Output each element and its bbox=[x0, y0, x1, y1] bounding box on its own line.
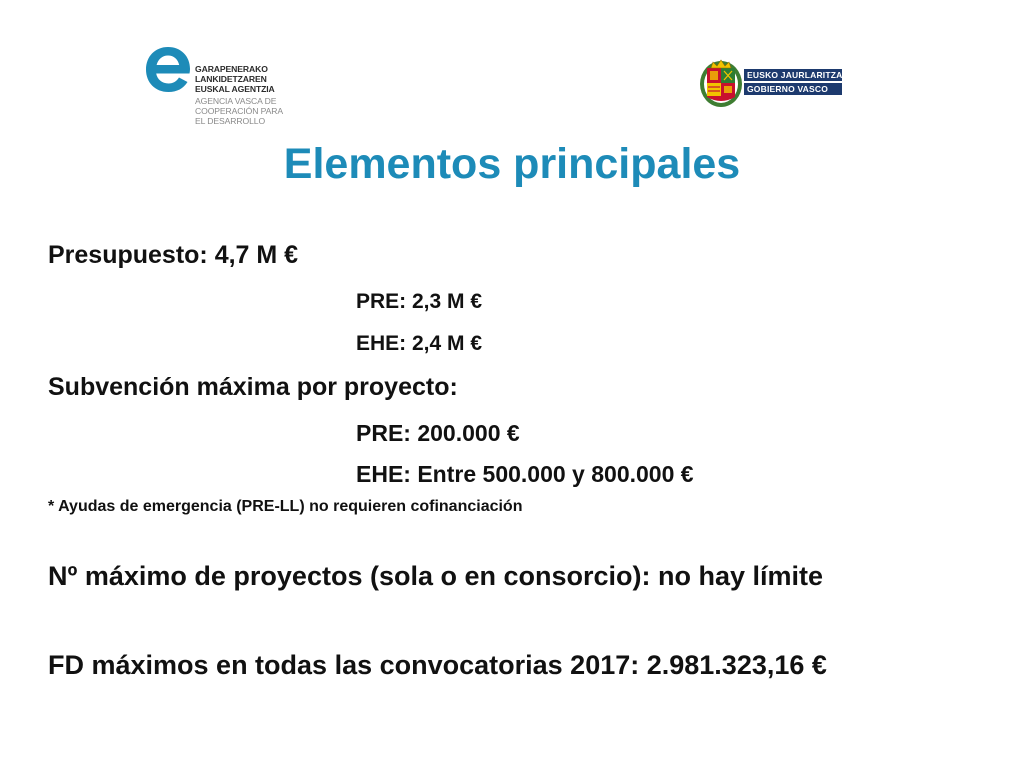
emergency-aid-note: * Ayudas de emergencia (PRE-LL) no requieren cofinanciación bbox=[48, 498, 523, 515]
max-projects: Nº máximo de proyectos (sola o en consorcio): no hay límite bbox=[48, 561, 824, 591]
government-logo-line: GOBIERNO VASCO bbox=[744, 83, 842, 95]
government-logo-text bbox=[744, 69, 842, 95]
slide-title: Elementos principales bbox=[283, 140, 741, 188]
coat-of-arms-icon bbox=[698, 57, 744, 109]
agency-logo-subline: AGENCIA VASCA DE bbox=[195, 96, 277, 106]
budget-total: Presupuesto: 4,7 M € bbox=[48, 241, 299, 269]
agency-logo bbox=[143, 42, 303, 128]
government-logo bbox=[698, 57, 846, 109]
max-fd-2017: FD máximos en todas las convocatorias 2017: 2.981.323,16 € bbox=[48, 650, 827, 680]
agency-logo-line: LANKIDETZAREN bbox=[195, 74, 267, 84]
budget-ehe: EHE: 2,4 M € bbox=[356, 332, 483, 355]
agency-logo-subline: COOPERACIÓN PARA bbox=[195, 106, 284, 116]
max-grant-ehe: EHE: Entre 500.000 y 800.000 € bbox=[356, 461, 694, 487]
government-logo-line: EUSKO JAURLARITZA bbox=[744, 69, 842, 81]
max-grant-pre: PRE: 200.000 € bbox=[356, 420, 520, 446]
agency-logo-subline: EL DESARROLLO bbox=[195, 116, 266, 126]
agency-logo-text bbox=[195, 64, 283, 126]
max-grant-heading: Subvención máxima por proyecto: bbox=[48, 373, 458, 401]
budget-pre: PRE: 2,3 M € bbox=[356, 290, 483, 313]
e-logo-icon bbox=[143, 44, 193, 96]
agency-logo-line: GARAPENERAKO bbox=[195, 64, 268, 74]
agency-logo-line: EUSKAL AGENTZIA bbox=[195, 84, 275, 94]
